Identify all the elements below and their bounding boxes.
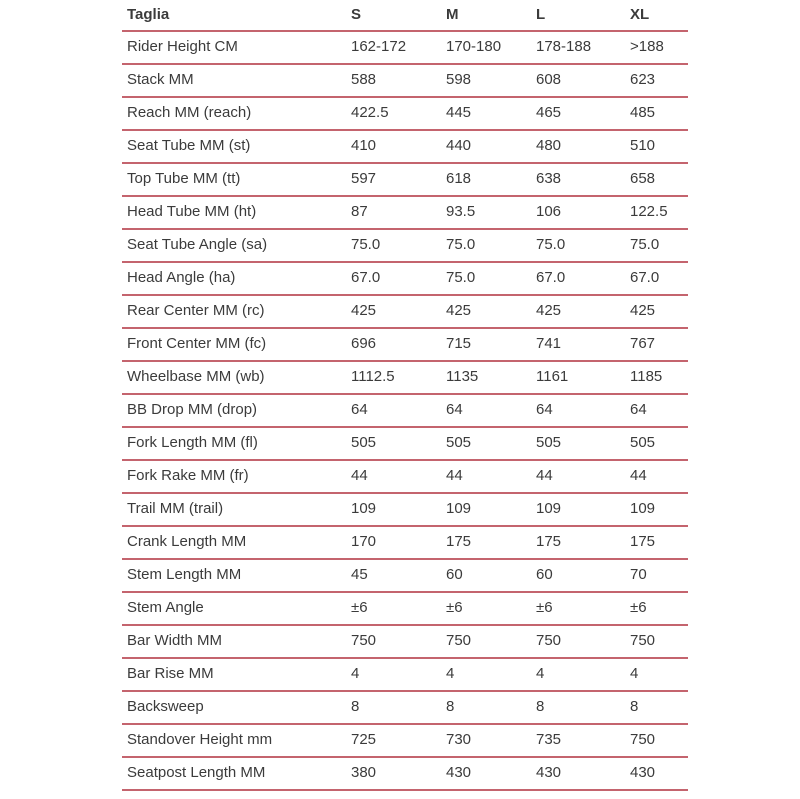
value-l: 8: [536, 699, 545, 716]
value-s: 87: [351, 204, 368, 221]
table-row: [122, 659, 688, 692]
value-l: 735: [536, 732, 562, 749]
value-m: 750: [446, 633, 472, 650]
value-l: 465: [536, 105, 562, 122]
value-xl: 70: [630, 567, 647, 584]
row-label: Backsweep: [127, 699, 204, 716]
value-s: 170: [351, 534, 377, 551]
value-m: 618: [446, 171, 472, 188]
row-label: Wheelbase MM (wb): [127, 369, 265, 386]
value-l: 425: [536, 303, 562, 320]
value-l: 60: [536, 567, 553, 584]
table-row: [122, 131, 688, 164]
value-s: 696: [351, 336, 377, 353]
value-l: 75.0: [536, 237, 566, 254]
row-label: Top Tube MM (tt): [127, 171, 241, 188]
value-s: 67.0: [351, 270, 381, 287]
value-l: 480: [536, 138, 562, 155]
value-xl: 510: [630, 138, 656, 155]
table-row: [122, 98, 688, 131]
value-m: 425: [446, 303, 472, 320]
row-label: Seatpost Length MM: [127, 765, 266, 782]
table-row: [122, 395, 688, 428]
table-row: [122, 263, 688, 296]
value-m: 64: [446, 402, 463, 419]
value-m: 60: [446, 567, 463, 584]
value-l: 106: [536, 204, 562, 221]
value-s: ±6: [351, 600, 368, 617]
column-header-taglia: Taglia: [127, 6, 170, 23]
column-header-s: S: [351, 6, 362, 23]
table-row: [122, 725, 688, 758]
row-label: Rear Center MM (rc): [127, 303, 265, 320]
value-m: 175: [446, 534, 472, 551]
value-m: 170-180: [446, 39, 502, 56]
value-l: 430: [536, 765, 562, 782]
value-xl: 425: [630, 303, 656, 320]
table-row: [122, 692, 688, 725]
table-row: [122, 164, 688, 197]
table-row: [122, 428, 688, 461]
value-xl: 505: [630, 435, 656, 452]
value-xl: ±6: [630, 600, 647, 617]
value-s: 425: [351, 303, 377, 320]
value-m: 75.0: [446, 270, 476, 287]
table-row: [122, 593, 688, 626]
table-row: [122, 329, 688, 362]
value-xl: 767: [630, 336, 656, 353]
row-label: Standover Height mm: [127, 732, 273, 749]
column-header-xl: XL: [630, 6, 650, 23]
table-row: [122, 32, 688, 65]
row-label: BB Drop MM (drop): [127, 402, 258, 419]
value-m: 430: [446, 765, 472, 782]
table-row: [122, 494, 688, 527]
value-s: 725: [351, 732, 377, 749]
value-m: 445: [446, 105, 472, 122]
row-label: Stem Length MM: [127, 567, 242, 584]
value-xl: 44: [630, 468, 647, 485]
value-m: 8: [446, 699, 455, 716]
value-xl: 75.0: [630, 237, 660, 254]
row-label: Head Angle (ha): [127, 270, 236, 287]
value-s: 410: [351, 138, 377, 155]
value-m: 93.5: [446, 204, 476, 221]
value-l: 608: [536, 72, 562, 89]
value-l: 67.0: [536, 270, 566, 287]
row-label: Front Center MM (fc): [127, 336, 267, 353]
value-l: 109: [536, 501, 562, 518]
table-row: [122, 197, 688, 230]
row-label: Bar Width MM: [127, 633, 223, 650]
value-xl: 658: [630, 171, 656, 188]
value-xl: >188: [630, 39, 664, 56]
row-label: Seat Tube MM (st): [127, 138, 251, 155]
row-label: Head Tube MM (ht): [127, 204, 257, 221]
row-label: Stack MM: [127, 72, 194, 89]
table-row: [122, 65, 688, 98]
value-xl: 430: [630, 765, 656, 782]
table-row: [122, 758, 688, 791]
value-s: 45: [351, 567, 368, 584]
value-m: 75.0: [446, 237, 476, 254]
table-row: [122, 461, 688, 494]
value-m: 44: [446, 468, 463, 485]
value-xl: 4: [630, 666, 639, 683]
value-m: 440: [446, 138, 472, 155]
column-header-l: L: [536, 6, 546, 23]
value-xl: 750: [630, 732, 656, 749]
row-label: Trail MM (trail): [127, 501, 224, 518]
value-m: ±6: [446, 600, 463, 617]
value-l: 44: [536, 468, 553, 485]
value-xl: 67.0: [630, 270, 660, 287]
value-l: ±6: [536, 600, 553, 617]
value-xl: 64: [630, 402, 647, 419]
value-s: 75.0: [351, 237, 381, 254]
row-label: Fork Length MM (fl): [127, 435, 258, 452]
table-header-row: [122, 0, 688, 32]
row-label: Reach MM (reach): [127, 105, 252, 122]
value-l: 505: [536, 435, 562, 452]
value-m: 4: [446, 666, 455, 683]
table-row: [122, 296, 688, 329]
table-row: [122, 626, 688, 659]
table-row: [122, 527, 688, 560]
value-m: 715: [446, 336, 472, 353]
value-xl: 1185: [630, 369, 663, 386]
row-label: Crank Length MM: [127, 534, 247, 551]
value-xl: 750: [630, 633, 656, 650]
value-xl: 109: [630, 501, 656, 518]
value-m: 505: [446, 435, 472, 452]
value-l: 638: [536, 171, 562, 188]
column-header-m: M: [446, 6, 459, 23]
value-xl: 485: [630, 105, 656, 122]
value-xl: 8: [630, 699, 639, 716]
value-m: 598: [446, 72, 472, 89]
value-m: 730: [446, 732, 472, 749]
value-m: 109: [446, 501, 472, 518]
row-label: Rider Height CM: [127, 39, 238, 56]
value-s: 64: [351, 402, 368, 419]
value-s: 1112.5: [351, 369, 395, 386]
row-label: Fork Rake MM (fr): [127, 468, 249, 485]
row-label: Stem Angle: [127, 600, 204, 617]
value-s: 380: [351, 765, 377, 782]
value-s: 44: [351, 468, 368, 485]
row-label: Bar Rise MM: [127, 666, 214, 683]
table-row: [122, 230, 688, 263]
value-l: 178-188: [536, 39, 592, 56]
value-l: 741: [536, 336, 562, 353]
value-l: 64: [536, 402, 553, 419]
value-s: 8: [351, 699, 360, 716]
value-xl: 175: [630, 534, 656, 551]
value-s: 750: [351, 633, 377, 650]
value-xl: 122.5: [630, 204, 668, 221]
value-s: 422.5: [351, 105, 389, 122]
value-xl: 623: [630, 72, 656, 89]
value-l: 4: [536, 666, 545, 683]
value-s: 505: [351, 435, 377, 452]
value-m: 1135: [446, 369, 479, 386]
value-s: 162-172: [351, 39, 407, 56]
value-s: 588: [351, 72, 377, 89]
value-s: 109: [351, 501, 377, 518]
table-row: [122, 560, 688, 593]
table-row: [122, 362, 688, 395]
table-body: [122, 32, 688, 791]
value-s: 4: [351, 666, 360, 683]
value-l: 1161: [536, 369, 569, 386]
value-l: 750: [536, 633, 562, 650]
value-s: 597: [351, 171, 377, 188]
row-label: Seat Tube Angle (sa): [127, 237, 268, 254]
value-l: 175: [536, 534, 562, 551]
geometry-table: [122, 0, 688, 791]
